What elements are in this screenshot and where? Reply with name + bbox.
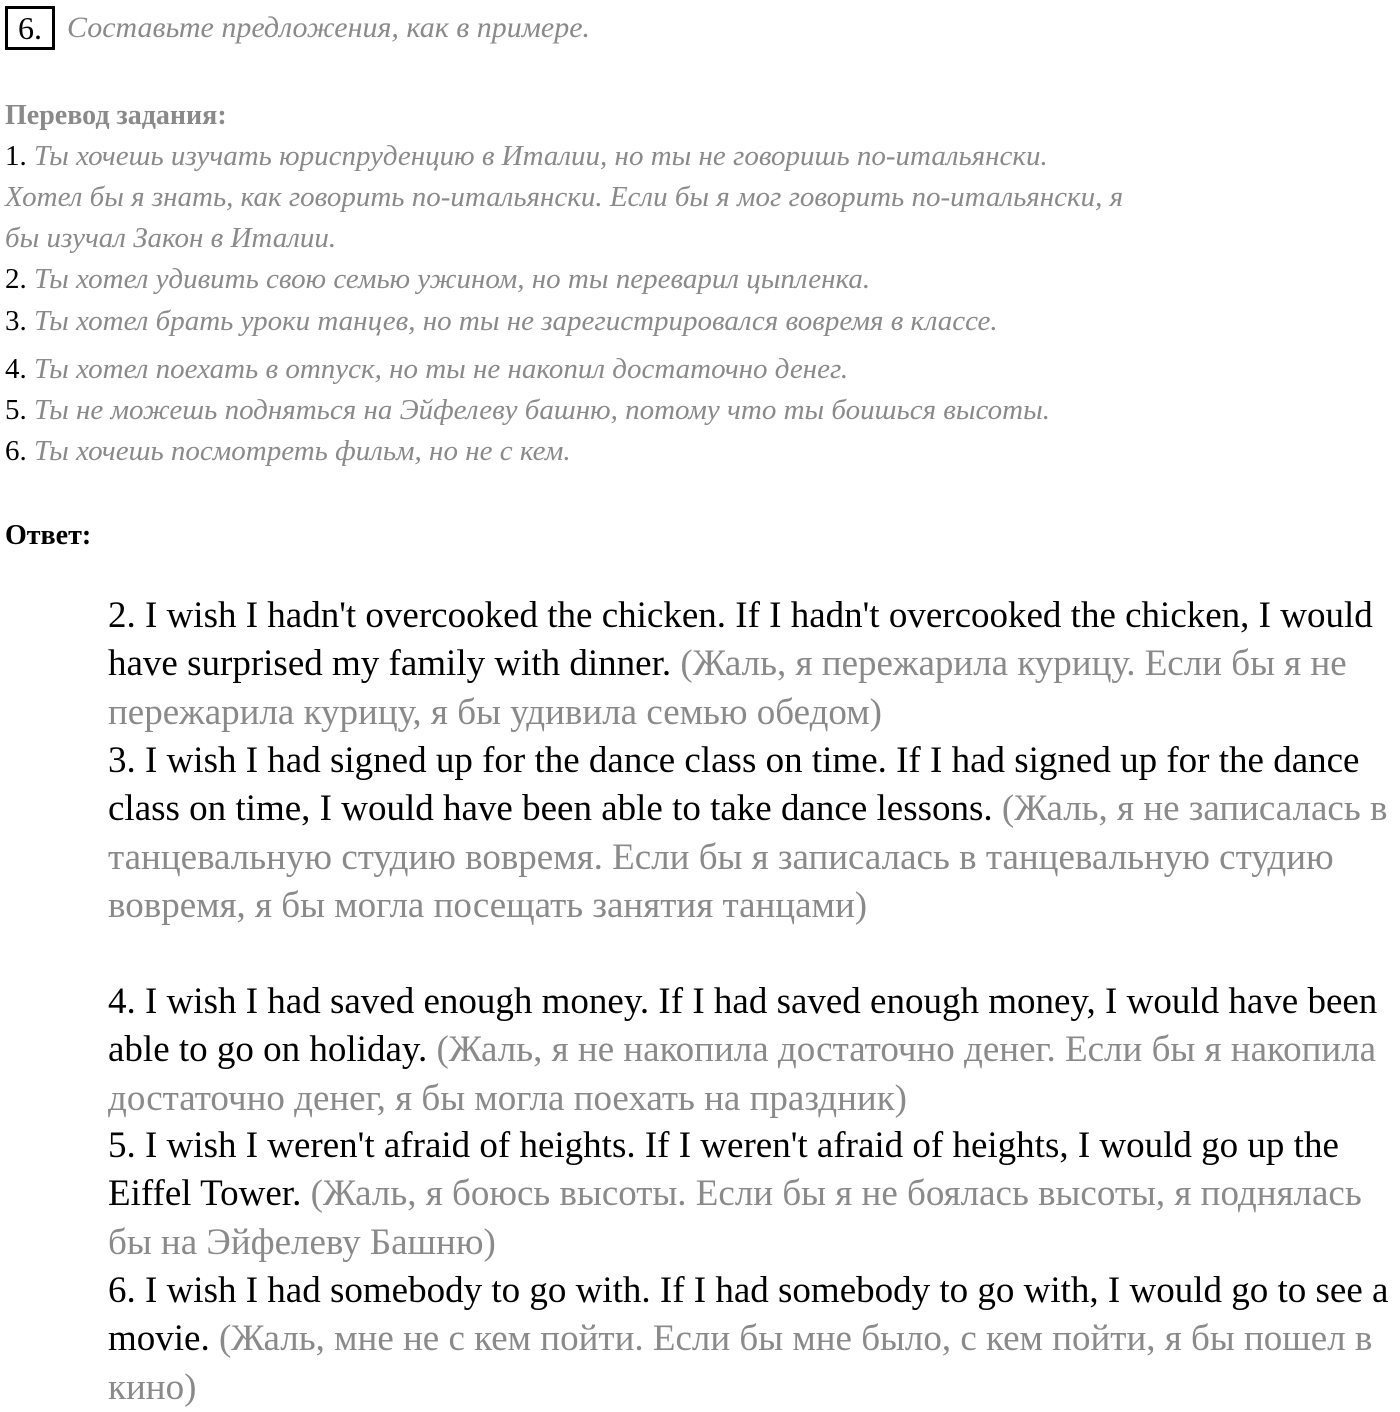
answer-heading: Ответ: <box>5 520 92 551</box>
translation-item-text: Ты хотел поехать в отпуск, но ты не накопил достаточно денег. <box>34 353 849 385</box>
translation-item-number: 3. <box>5 305 27 337</box>
answer-english-text: 4. I wish I had saved enough money. If I had saved enough money, I would have been able to go on holiday. <box>108 981 1378 1071</box>
answer-russian-translation: (Жаль, я боюсь высоты. Если бы я не боялась высоты, я поднялась бы на Эйфелеву Башню) <box>108 1173 1362 1263</box>
task-instruction: Составьте предложения, как в примере. <box>67 11 591 44</box>
translation-item-number: 5. <box>5 394 27 426</box>
answer-english-text: 5. I wish I weren't afraid of heights. If I weren't afraid of heights, I would go up the Eiffel Tower. <box>108 1125 1339 1215</box>
answer-item-5 <box>108 1122 1400 1267</box>
translation-item-1 <box>5 140 1048 173</box>
answer-item-2 <box>108 592 1400 737</box>
translation-item-1-line-2: Хотел бы я знать, как говорить по-итальянски. Если бы я мог говорить по-итальянски, я <box>5 181 1124 213</box>
translation-item-number: 4. <box>5 353 27 385</box>
translation-item-text: Ты хотел брать уроки танцев, но ты не зарегистрировался вовремя в классе. <box>34 305 998 337</box>
translation-item-2 <box>5 263 870 296</box>
translation-item-text: Ты хочешь посмотреть фильм, но не с кем. <box>34 435 571 467</box>
answer-english-text: 6. I wish I had somebody to go with. If I had somebody to go with, I would go to see a movie. <box>108 1270 1389 1360</box>
answer-item-3 <box>108 737 1400 930</box>
translation-item-4 <box>5 353 848 386</box>
translation-item-number: 6. <box>5 435 27 467</box>
answer-russian-translation: (Жаль, я пережарила курицу. Если бы я не пережарила курицу, я бы удивила семью обедом) <box>108 643 1347 733</box>
answer-english-text: 2. I wish I hadn't overcooked the chicken. If I hadn't overcooked the chicken, I would have surprised my family with dinner. <box>108 595 1373 685</box>
translation-item-1-line-3: бы изучал Закон в Италии. <box>5 222 337 254</box>
answer-english-text: 3. I wish I had signed up for the dance class on time. If I had signed up for the dance class on time, I would have been able to take dance lessons. <box>108 740 1360 830</box>
answer-russian-translation: (Жаль, мне не с кем пойти. Если бы мне было, с кем пойти, я бы пошел в кино) <box>108 1318 1373 1408</box>
answer-item-4 <box>108 978 1400 1123</box>
answer-russian-translation: (Жаль, я не накопила достаточно денег. Если бы я накопила достаточно денег, я бы могла поехать на праздник) <box>108 1029 1377 1119</box>
translation-item-number: 2. <box>5 263 27 295</box>
translation-heading: Перевод задания: <box>5 100 227 131</box>
task-number: 6. <box>5 6 55 50</box>
translation-item-number: 1. <box>5 140 27 172</box>
answer-russian-translation: (Жаль, я не записалась в танцевальную студию вовремя. Если бы я записалась в танцевальную студию вовремя, я бы могла посещать занятия танцами) <box>108 788 1388 926</box>
answer-item-6 <box>108 1267 1400 1412</box>
translation-item-text: Ты не можешь подняться на Эйфелеву башню, потому что ты боишься высоты. <box>34 394 1051 426</box>
task-header <box>5 6 590 50</box>
translation-item-5 <box>5 394 1050 427</box>
translation-item-3 <box>5 305 998 338</box>
translation-item-text: Ты хочешь изучать юриспруденцию в Италии, но ты не говоришь по-итальянски. <box>34 140 1048 172</box>
translation-item-6 <box>5 435 571 468</box>
translation-item-text: Ты хотел удивить свою семью ужином, но ты переварил цыпленка. <box>34 263 871 295</box>
